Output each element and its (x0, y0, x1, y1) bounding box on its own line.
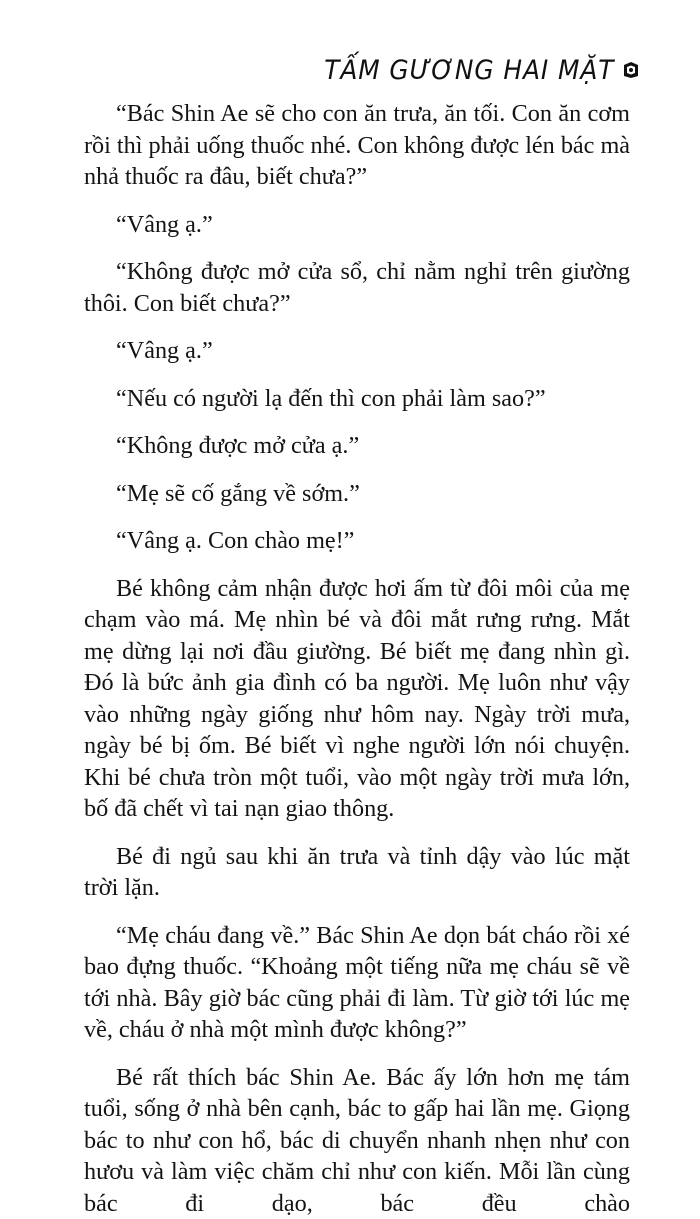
paragraph: Bé rất thích bác Shin Ae. Bác ấy lớn hơn mẹ tám tuổi, sống ở nhà bên cạnh, bác to gấp hai lần mẹ. Giọng bác to như con hổ, bác di chuyển nhanh nhẹn như con hươu và làm việc chăm chỉ như con kiến. Mỗi lần cùng bác đi dạo, bác đều chào (84, 1062, 630, 1219)
paragraph: “Vâng ạ.” (84, 209, 630, 241)
running-header (299, 52, 640, 88)
book-ornament-icon (622, 61, 640, 79)
paragraph: “Vâng ạ.” (84, 335, 630, 367)
paragraph: “Không được mở cửa ạ.” (84, 430, 630, 462)
paragraph: “Mẹ sẽ cố gắng về sớm.” (84, 478, 630, 510)
paragraph: Bé không cảm nhận được hơi ấm từ đôi môi của mẹ chạm vào má. Mẹ nhìn bé và đôi mắt rưng rưng. Mắt mẹ dừng lại nơi đầu giường. Bé biết mẹ đang nhìn gì. Đó là bức ảnh gia đình có ba người. Mẹ luôn như vậy vào những ngày giống như hôm nay. Ngày trời mưa, ngày bé bị ốm. Bé biết vì nghe người lớn nói chuyện. Khi bé chưa tròn một tuổi, vào một ngày trời mưa lớn, bố đã chết vì tai nạn giao thông. (84, 573, 630, 825)
paragraph: “Nếu có người lạ đến thì con phải làm sao?” (84, 383, 630, 415)
book-title: TẤM GƯƠNG HAI MẶT (324, 55, 614, 86)
body-text (84, 98, 630, 1219)
paragraph: “Không được mở cửa sổ, chỉ nằm nghỉ trên giường thôi. Con biết chưa?” (84, 256, 630, 319)
paragraph: “Bác Shin Ae sẽ cho con ăn trưa, ăn tối. Con ăn cơm rồi thì phải uống thuốc nhé. Con không được lén bác mà nhả thuốc ra đâu, biết chưa?” (84, 98, 630, 193)
paragraph: Bé đi ngủ sau khi ăn trưa và tỉnh dậy vào lúc mặt trời lặn. (84, 841, 630, 904)
paragraph: “Vâng ạ. Con chào mẹ!” (84, 525, 630, 557)
paragraph: “Mẹ cháu đang về.” Bác Shin Ae dọn bát cháo rồi xé bao đựng thuốc. “Khoảng một tiếng nữa mẹ cháu sẽ về tới nhà. Bây giờ bác cũng phải đi làm. Từ giờ tới lúc mẹ về, cháu ở nhà một mình được không?” (84, 920, 630, 1046)
